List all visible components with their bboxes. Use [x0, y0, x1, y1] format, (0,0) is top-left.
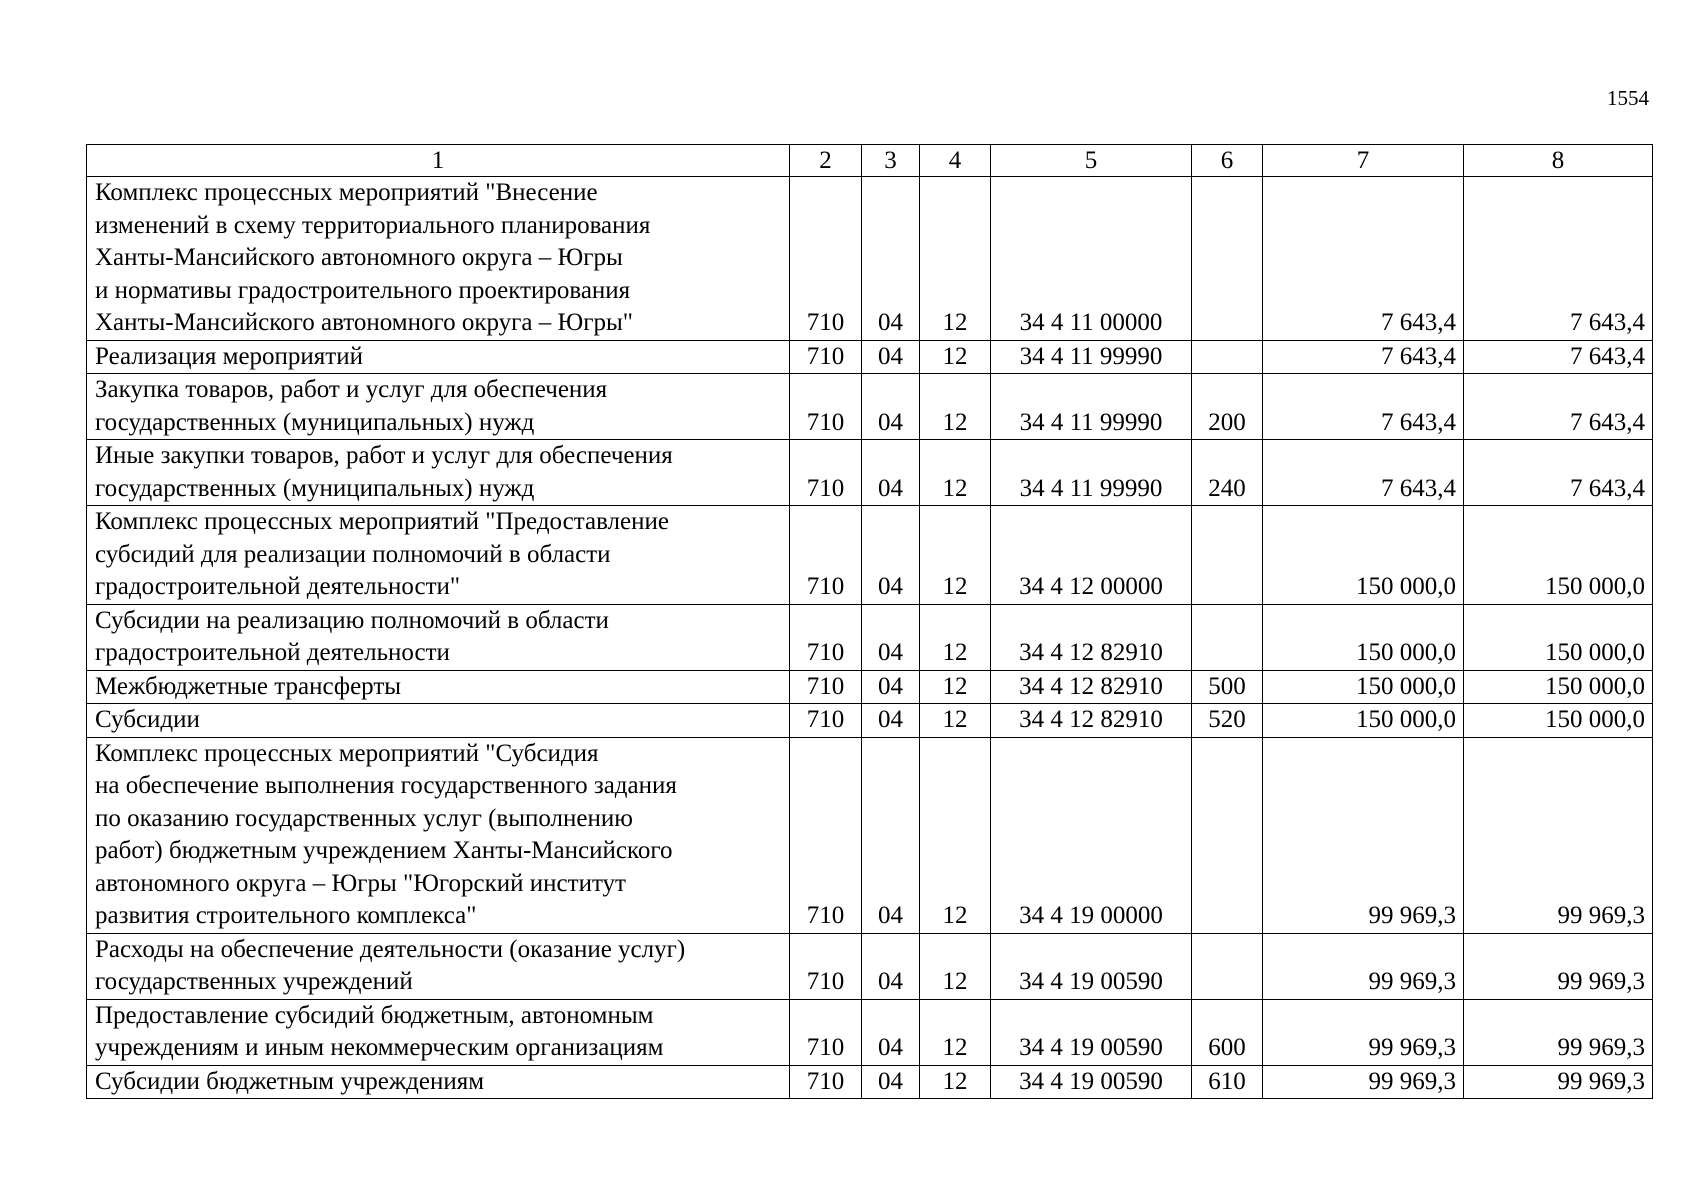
cell-name-line: Комплекс процессных мероприятий "Субсидия — [95, 739, 599, 767]
cell-section: 04 — [862, 737, 920, 933]
table-row — [87, 340, 1653, 374]
cell-chapter: 710 — [790, 704, 862, 738]
cell-name-line: Комплекс процессных мероприятий "Предоставление — [95, 508, 669, 535]
cell-chapter: 710 — [790, 1065, 862, 1099]
cell-expense-type: 610 — [1192, 1065, 1263, 1099]
cell-chapter: 710 — [790, 340, 862, 374]
table-row — [87, 1065, 1653, 1099]
cell-chapter: 710 — [790, 440, 862, 506]
cell-name-line: Ханты-Мансийского автономного округа – Югры — [95, 244, 623, 271]
table-row — [87, 440, 1653, 506]
cell-name-line: государственных (муниципальных) нужд — [95, 408, 535, 436]
cell-amount-7: 7 643,4 — [1263, 340, 1464, 374]
cell-name-line: автономного округа – Югры "Югорский институт — [95, 869, 626, 897]
cell-subsection: 12 — [920, 374, 991, 440]
cell-amount-7: 99 969,3 — [1263, 737, 1464, 933]
cell-amount-8: 7 643,4 — [1464, 177, 1653, 341]
cell-amount-7: 99 969,3 — [1263, 933, 1464, 999]
cell-chapter: 710 — [790, 670, 862, 704]
cell-amount-8: 99 969,3 — [1464, 737, 1653, 933]
cell-name — [87, 604, 790, 670]
cell-name-line: и нормативы градостроительного проектирования — [95, 276, 631, 304]
cell-name-line: Межбюджетные трансферты — [95, 672, 402, 700]
cell-amount-7: 7 643,4 — [1263, 374, 1464, 440]
cell-amount-7: 150 000,0 — [1263, 670, 1464, 704]
cell-expense-type: 500 — [1192, 670, 1263, 704]
header-cell: 2 — [790, 145, 862, 177]
cell-name — [87, 374, 790, 440]
cell-name-line: на обеспечение выполнения государственного задания — [95, 772, 677, 799]
cell-amount-8: 7 643,4 — [1464, 440, 1653, 506]
cell-amount-7: 150 000,0 — [1263, 506, 1464, 605]
cell-amount-8: 150 000,0 — [1464, 670, 1653, 704]
cell-expense-type: 200 — [1192, 374, 1263, 440]
cell-name-line: градостроительной деятельности — [95, 639, 450, 666]
cell-target-article: 34 4 12 00000 — [991, 506, 1192, 605]
table-row — [87, 704, 1653, 738]
cell-amount-8: 7 643,4 — [1464, 374, 1653, 440]
cell-amount-8: 150 000,0 — [1464, 506, 1653, 605]
cell-amount-8: 150 000,0 — [1464, 704, 1653, 738]
cell-target-article: 34 4 12 82910 — [991, 704, 1192, 738]
budget-table — [86, 144, 1653, 1099]
cell-amount-7: 7 643,4 — [1263, 440, 1464, 506]
cell-name-line: Субсидии на реализацию полномочий в области — [95, 606, 609, 634]
table-row — [87, 933, 1653, 999]
cell-amount-8: 99 969,3 — [1464, 933, 1653, 999]
cell-expense-type — [1192, 604, 1263, 670]
cell-name — [87, 737, 790, 933]
header-cell: 1 — [87, 145, 790, 177]
cell-chapter: 710 — [790, 604, 862, 670]
cell-name-line: развития строительного комплекса" — [95, 902, 477, 929]
cell-name-line: работ) бюджетным учреждением Ханты-Мансийского — [95, 837, 673, 864]
table-row — [87, 999, 1653, 1065]
cell-section: 04 — [862, 704, 920, 738]
cell-section: 04 — [862, 340, 920, 374]
cell-name-line: Субсидии бюджетным учреждениям — [95, 1067, 485, 1095]
cell-name-line: Закупка товаров, работ и услуг для обеспечения — [95, 376, 608, 403]
cell-name — [87, 704, 790, 738]
cell-name-line: Ханты-Мансийского автономного округа – Югры" — [95, 309, 633, 336]
cell-subsection: 12 — [920, 340, 991, 374]
cell-name — [87, 506, 790, 605]
cell-section: 04 — [862, 506, 920, 605]
cell-name-line: учреждениям и иным некоммерческим организациям — [95, 1034, 664, 1061]
cell-subsection: 12 — [920, 440, 991, 506]
table-row — [87, 506, 1653, 605]
cell-subsection: 12 — [920, 737, 991, 933]
cell-section: 04 — [862, 374, 920, 440]
table-row — [87, 737, 1653, 933]
cell-amount-7: 7 643,4 — [1263, 177, 1464, 341]
cell-chapter: 710 — [790, 933, 862, 999]
cell-expense-type — [1192, 933, 1263, 999]
cell-chapter: 710 — [790, 737, 862, 933]
header-cell: 8 — [1464, 145, 1653, 177]
cell-expense-type — [1192, 340, 1263, 374]
cell-name-line: Предоставление субсидий бюджетным, автономным — [95, 1001, 654, 1029]
cell-name-line: Иные закупки товаров, работ и услуг для обеспечения — [95, 442, 673, 469]
cell-section: 04 — [862, 177, 920, 341]
cell-subsection: 12 — [920, 933, 991, 999]
cell-expense-type — [1192, 177, 1263, 341]
cell-subsection: 12 — [920, 604, 991, 670]
cell-name — [87, 440, 790, 506]
table-body — [87, 177, 1653, 1099]
cell-name-line: субсидий для реализации полномочий в области — [95, 540, 611, 568]
table-row — [87, 670, 1653, 704]
cell-name-line: градостроительной деятельности" — [95, 573, 461, 600]
cell-target-article: 34 4 19 00000 — [991, 737, 1192, 933]
table-row — [87, 177, 1653, 341]
cell-expense-type — [1192, 506, 1263, 605]
cell-name — [87, 1065, 790, 1099]
cell-target-article: 34 4 11 99990 — [991, 374, 1192, 440]
cell-name-line: Субсидии — [95, 706, 200, 733]
cell-section: 04 — [862, 604, 920, 670]
cell-target-article: 34 4 11 99990 — [991, 440, 1192, 506]
cell-chapter: 710 — [790, 506, 862, 605]
cell-section: 04 — [862, 933, 920, 999]
cell-name-line: по оказанию государственных услуг (выполнению — [95, 804, 633, 832]
cell-subsection: 12 — [920, 670, 991, 704]
cell-name — [87, 933, 790, 999]
cell-chapter: 710 — [790, 177, 862, 341]
cell-target-article: 34 4 12 82910 — [991, 604, 1192, 670]
cell-subsection: 12 — [920, 177, 991, 341]
cell-target-article: 34 4 11 99990 — [991, 340, 1192, 374]
table-row — [87, 604, 1653, 670]
cell-target-article: 34 4 19 00590 — [991, 1065, 1192, 1099]
cell-amount-7: 150 000,0 — [1263, 604, 1464, 670]
cell-name-line: государственных учреждений — [95, 968, 413, 995]
table-row — [87, 374, 1653, 440]
header-cell: 6 — [1192, 145, 1263, 177]
cell-expense-type: 600 — [1192, 999, 1263, 1065]
cell-subsection: 12 — [920, 999, 991, 1065]
cell-subsection: 12 — [920, 704, 991, 738]
cell-subsection: 12 — [920, 506, 991, 605]
cell-section: 04 — [862, 440, 920, 506]
cell-name — [87, 177, 790, 341]
cell-name-line: Расходы на обеспечение деятельности (оказание услуг) — [95, 935, 686, 963]
cell-name — [87, 340, 790, 374]
cell-target-article: 34 4 12 82910 — [991, 670, 1192, 704]
cell-name-line: государственных (муниципальных) нужд — [95, 474, 535, 502]
cell-name-line: Комплекс процессных мероприятий "Внесение — [95, 179, 598, 206]
cell-expense-type — [1192, 737, 1263, 933]
cell-expense-type: 240 — [1192, 440, 1263, 506]
cell-amount-8: 99 969,3 — [1464, 1065, 1653, 1099]
cell-target-article: 34 4 11 00000 — [991, 177, 1192, 341]
cell-name — [87, 670, 790, 704]
header-cell: 4 — [920, 145, 991, 177]
cell-target-article: 34 4 19 00590 — [991, 933, 1192, 999]
cell-chapter: 710 — [790, 999, 862, 1065]
cell-name — [87, 999, 790, 1065]
cell-amount-8: 150 000,0 — [1464, 604, 1653, 670]
header-cell: 3 — [862, 145, 920, 177]
cell-amount-7: 99 969,3 — [1263, 999, 1464, 1065]
cell-section: 04 — [862, 1065, 920, 1099]
cell-target-article: 34 4 19 00590 — [991, 999, 1192, 1065]
header-cell: 7 — [1263, 145, 1464, 177]
cell-chapter: 710 — [790, 374, 862, 440]
cell-name-line: Реализация мероприятий — [95, 342, 363, 370]
table-header — [87, 145, 1653, 177]
cell-subsection: 12 — [920, 1065, 991, 1099]
header-row — [87, 145, 1653, 177]
cell-amount-8: 99 969,3 — [1464, 999, 1653, 1065]
cell-amount-8: 7 643,4 — [1464, 340, 1653, 374]
cell-amount-7: 99 969,3 — [1263, 1065, 1464, 1099]
page-number: 1554 — [1607, 86, 1649, 110]
cell-section: 04 — [862, 999, 920, 1065]
cell-expense-type: 520 — [1192, 704, 1263, 738]
cell-amount-7: 150 000,0 — [1263, 704, 1464, 738]
header-cell: 5 — [991, 145, 1192, 177]
cell-name-line: изменений в схему территориального планирования — [95, 211, 651, 239]
cell-section: 04 — [862, 670, 920, 704]
